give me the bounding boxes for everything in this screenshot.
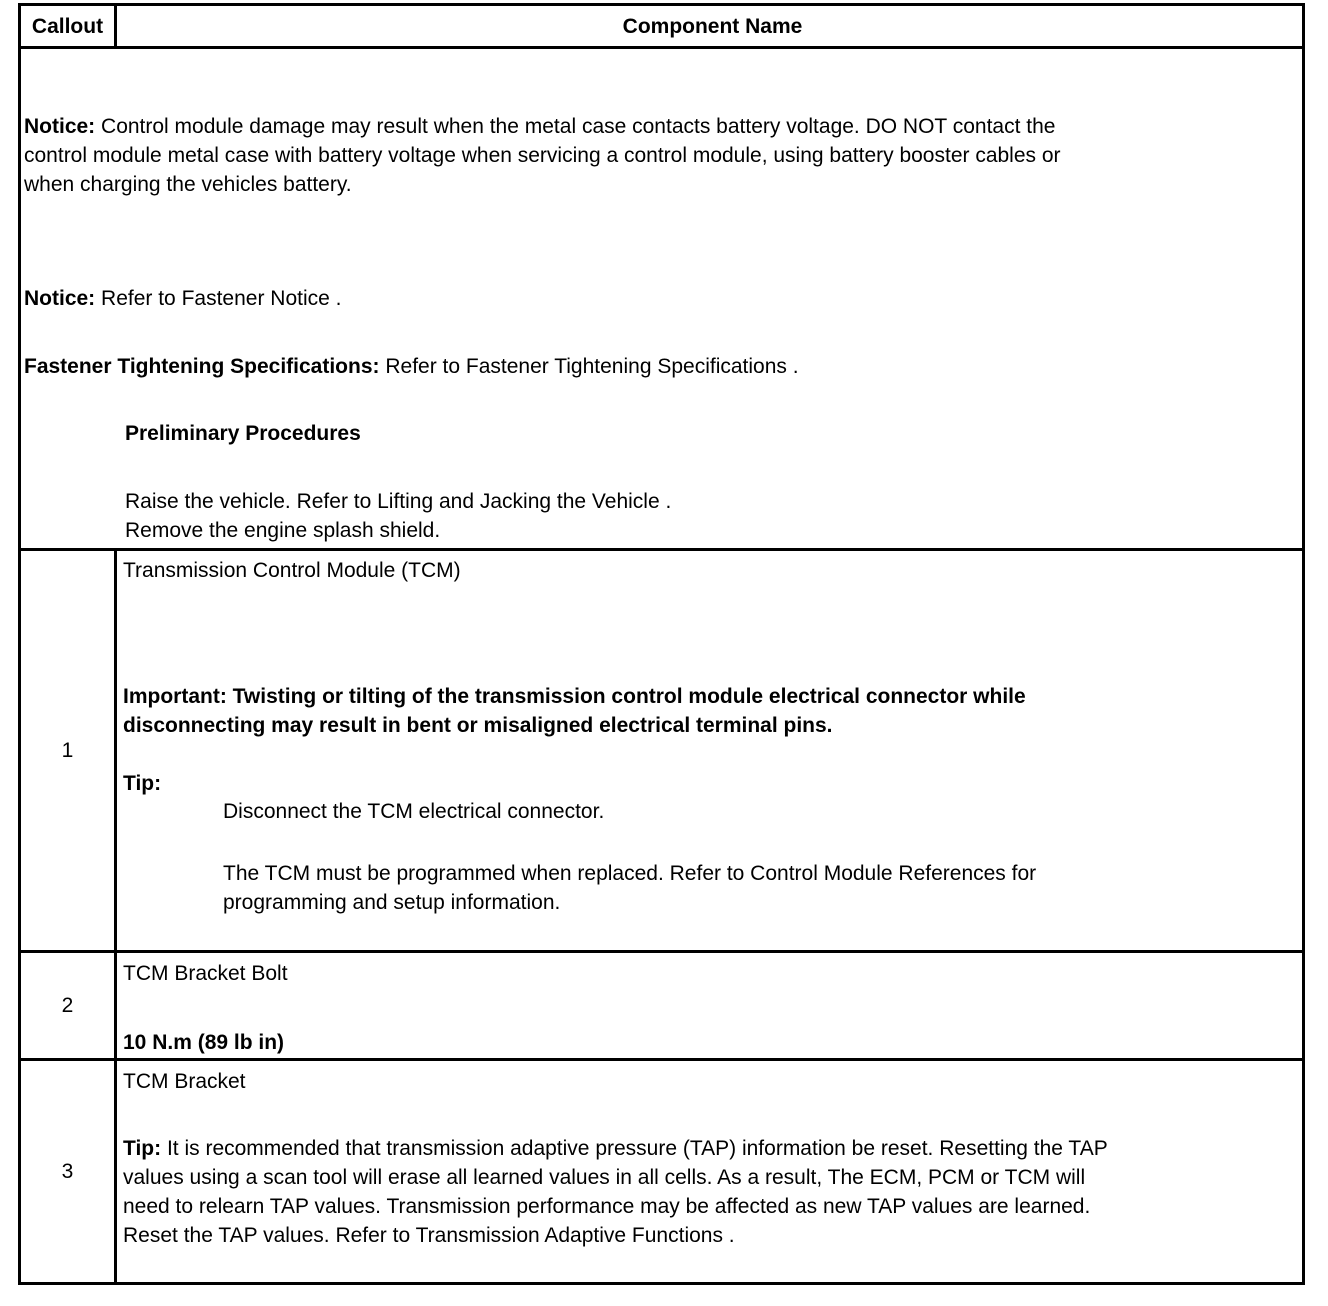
callout-number: 1 bbox=[61, 739, 74, 762]
tip-label: Tip: bbox=[123, 1137, 162, 1160]
notice-text: control module metal case with battery voltage when servicing a control module, using battery booster cables or bbox=[24, 144, 1061, 167]
step-text: Disconnect the TCM electrical connector. bbox=[223, 800, 605, 823]
header-row bbox=[21, 6, 1302, 49]
notice-label: Notice: bbox=[24, 115, 96, 138]
notice-2 bbox=[24, 284, 341, 313]
table-row bbox=[21, 953, 1302, 1061]
component-name: TCM Bracket bbox=[123, 1070, 246, 1093]
prelim-heading bbox=[125, 419, 361, 448]
components-table bbox=[18, 3, 1305, 1285]
tip-note bbox=[123, 1134, 1108, 1250]
table-row bbox=[21, 551, 1302, 953]
prelim-step: Remove the engine splash shield. bbox=[125, 519, 441, 542]
important-line: Important: Twisting or tilting of the transmission control module electrical connector while bbox=[123, 685, 1026, 708]
notice-label: Notice: bbox=[24, 287, 96, 310]
callout-cell bbox=[21, 551, 117, 950]
notice-1 bbox=[24, 112, 1061, 199]
header-callout bbox=[21, 6, 117, 46]
important-line: disconnecting may result in bent or misaligned electrical terminal pins. bbox=[123, 714, 833, 737]
prelim-heading-text: Preliminary Procedures bbox=[125, 422, 361, 445]
step-text bbox=[223, 859, 1036, 917]
callout-number: 2 bbox=[61, 994, 74, 1017]
fastener-spec bbox=[24, 352, 799, 381]
component-cell bbox=[120, 1061, 1302, 1282]
tip-label: Tip: bbox=[123, 772, 162, 795]
step-line: The TCM must be programmed when replaced. Refer to Control Module References for bbox=[223, 862, 1037, 885]
fastener-label: Fastener Tightening Specifications: bbox=[24, 355, 380, 378]
callout-cell bbox=[21, 1061, 117, 1282]
header-component-label: Component Name bbox=[622, 14, 803, 38]
notice-text: Refer to Fastener Notice . bbox=[101, 287, 342, 310]
component-name: Transmission Control Module (TCM) bbox=[123, 559, 461, 582]
component-cell bbox=[120, 551, 1302, 950]
prelim-steps bbox=[125, 487, 671, 545]
tip-line: It is recommended that transmission adaptive pressure (TAP) information be reset. Resetting the TAP bbox=[166, 1137, 1108, 1160]
step-line: programming and setup information. bbox=[223, 891, 561, 914]
tip-line: need to relearn TAP values. Transmission performance may be affected as new TAP values are learned. bbox=[123, 1195, 1091, 1218]
notice-text: when charging the vehicles battery. bbox=[24, 173, 352, 196]
tip-line: values using a scan tool will erase all learned values in all cells. As a result, The ECM, PCM or TCM will bbox=[123, 1166, 1086, 1189]
header-callout-label: Callout bbox=[31, 14, 104, 38]
component-cell bbox=[120, 953, 1302, 1058]
header-component bbox=[120, 6, 1302, 46]
component-name: TCM Bracket Bolt bbox=[123, 962, 288, 985]
important-note bbox=[123, 682, 1026, 740]
fastener-text: Refer to Fastener Tightening Specifications . bbox=[385, 355, 799, 378]
tip-line: Reset the TAP values. Refer to Transmission Adaptive Functions . bbox=[123, 1224, 735, 1247]
callout-cell bbox=[21, 953, 117, 1058]
torque-spec: 10 N.m (89 lb in) bbox=[123, 1031, 285, 1054]
prelim-step: Raise the vehicle. Refer to Lifting and Jacking the Vehicle . bbox=[125, 490, 672, 513]
table-row bbox=[21, 1061, 1302, 1282]
notice-text: Control module damage may result when the metal case contacts battery voltage. DO NOT contact the bbox=[101, 115, 1056, 138]
callout-number: 3 bbox=[61, 1160, 74, 1183]
intro-row bbox=[21, 49, 1302, 551]
